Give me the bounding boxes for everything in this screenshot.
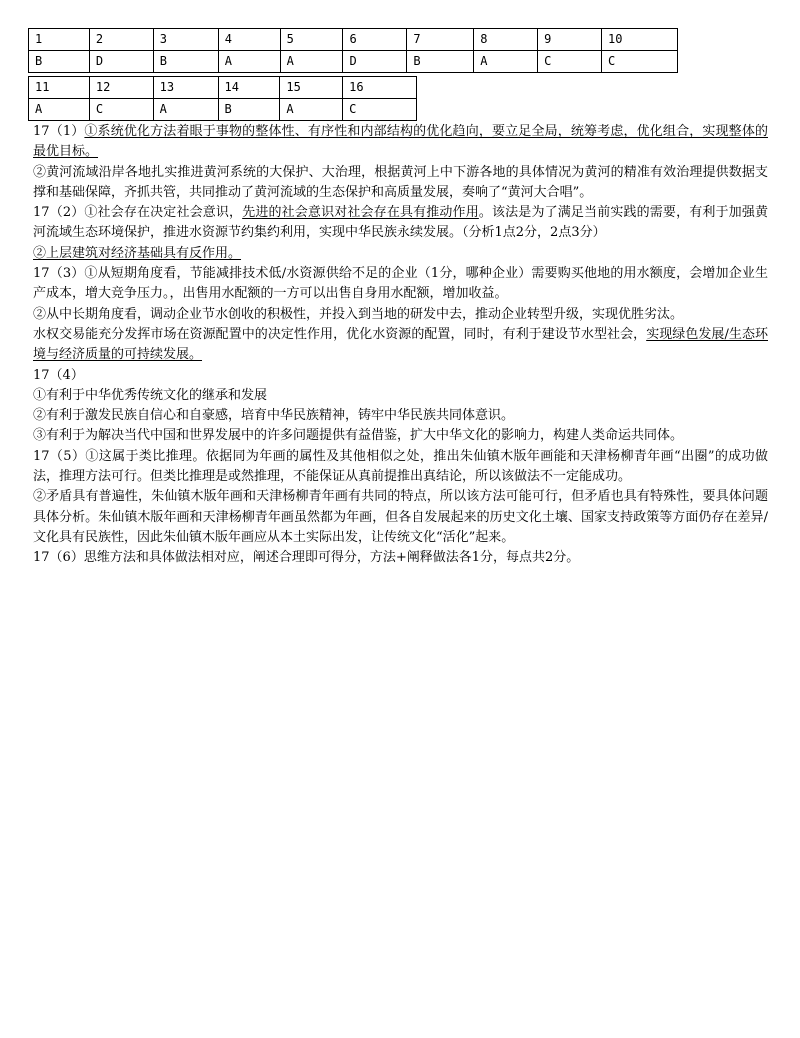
- q17-4-heading: 17（4）: [33, 367, 84, 383]
- question-number-cell: 9: [538, 29, 602, 51]
- q17-1-underlined: ①系统优化方法着眼于事物的整体性、有序性和内部结构的优化趋向，要立足全局，统筹考虑，优化组合，实现整体的最优目标。: [33, 124, 768, 160]
- q17-5-paragraph: 17（5）①这属于类比推理。依据同为年画的属性及其他相似之处，推出朱仙镇木版年画能和天津杨柳青年画“出圈”的成功做法，推理方法可行。但类比推理是或然推理，不能保证从真前提推出真结论，所以该做法不一定能成功。: [33, 448, 768, 485]
- answer-cell: B: [29, 51, 90, 73]
- q17-2-rest: 。该法是为了满足当前实践的需要，有利于加强黄河流域生态环境保护，推进水资源节约集约利用，实现中华民族永续发展。（分析1点2分，2点3分）: [33, 205, 768, 241]
- q17-3-paragraph-3: [33, 325, 768, 366]
- answer-cell: C: [89, 99, 153, 121]
- answer-cell: A: [153, 99, 218, 121]
- answer-cell: A: [474, 51, 538, 73]
- answer-key-table: [28, 28, 678, 73]
- q17-2-underlined: 先进的社会意识对社会存在具有推动作用: [242, 205, 479, 221]
- question-number-cell: 6: [343, 29, 407, 51]
- answer-cell: B: [218, 99, 280, 121]
- answer-explanations: [33, 122, 768, 569]
- q17-4-item: ③有利于为解决当代中国和世界发展中的许多问题提供有益借鉴，扩大中华文化的影响力，构建人类命运共同体。: [33, 428, 684, 444]
- table-row: [29, 99, 417, 121]
- question-number-cell: 5: [280, 29, 343, 51]
- answer-cell: A: [218, 51, 280, 73]
- q17-4-item: ①有利于中华优秀传统文化的继承和发展: [33, 387, 268, 403]
- q17-2-paragraph-2: ②上层建筑对经济基础具有反作用。: [33, 245, 242, 261]
- question-number-cell: 1: [29, 29, 90, 51]
- table-row: [29, 51, 678, 73]
- q17-1-paragraph-2: ②黄河流域沿岸各地扎实推进黄河系统的大保护、大治理，根据黄河上中下游各地的具体情况为黄河的精准有效治理提供数据支撑和基础保障，齐抓共管，共同推动了黄河流域的生态保护和高质量发展，奏响了“黄河大合唱”。: [33, 164, 768, 200]
- question-number-cell: 13: [153, 77, 218, 99]
- q17-5-paragraph-2: ②矛盾具有普遍性，朱仙镇木版年画和天津杨柳青年画有共同的特点，所以该方法可能可行，但矛盾也具有特殊性，要具体问题具体分析。朱仙镇木版年画和天津杨柳青年画虽然都为年画，但各自发展起来的历史文化土壤、国家支持政策等方面仍存在差异/文化具有民族性，因此朱仙镇木版年画应从本土实际出发，让传统文化“活化”起来。: [33, 489, 768, 545]
- q17-3-paragraph-2: ②从中长期角度看，调动企业节水创收的积极性，并投入到当地的研发中去，推动企业转型升级，实现优胜劣汰。: [33, 306, 684, 322]
- question-number-cell: 4: [218, 29, 280, 51]
- q17-1-paragraph: [33, 122, 768, 163]
- question-number-cell: 2: [89, 29, 153, 51]
- table-row: [29, 29, 678, 51]
- question-number-cell: 7: [407, 29, 474, 51]
- answer-cell: C: [602, 51, 678, 73]
- question-number-cell: 11: [29, 77, 90, 99]
- answer-cell: C: [538, 51, 602, 73]
- answer-cell: A: [280, 51, 343, 73]
- answer-key-table-2: [28, 76, 417, 121]
- table-row: [29, 77, 417, 99]
- answer-cell: B: [407, 51, 474, 73]
- q17-2-paragraph: [33, 203, 768, 244]
- question-number-cell: 8: [474, 29, 538, 51]
- answer-cell: D: [343, 51, 407, 73]
- question-number-cell: 15: [280, 77, 343, 99]
- question-number-cell: 16: [343, 77, 417, 99]
- q17-1-prefix: 17（1）: [33, 124, 85, 139]
- question-number-cell: 14: [218, 77, 280, 99]
- question-number-cell: 3: [153, 29, 218, 51]
- answer-cell: A: [280, 99, 343, 121]
- q17-3-underlined: 实现绿色发展/生态环境与经济质量的可持续发展。: [33, 326, 768, 363]
- q17-6-paragraph: 17（6）思维方法和具体做法相对应，阐述合理即可得分，方法+阐释做法各1分，每点共2分。: [33, 550, 580, 566]
- question-number-cell: 12: [89, 77, 153, 99]
- answer-cell: C: [343, 99, 417, 121]
- answer-cell: B: [153, 51, 218, 73]
- q17-4-item: ②有利于激发民族自信心和自豪感，培育中华民族精神，铸牢中华民族共同体意识。: [33, 408, 515, 424]
- question-number-cell: 10: [602, 29, 678, 51]
- q17-2-prefix: 17（2）①社会存在决定社会意识，: [33, 205, 243, 221]
- q17-3-paragraph: 17（3）①从短期角度看，节能减排技术低/水资源供给不足的企业（1分，哪种企业）需要购买他地的用水额度，会增加企业生产成本，增大竞争压力。，出售用水配额的一方可以出售自身用水配额，增加收益。: [33, 266, 768, 302]
- answer-cell: D: [89, 51, 153, 73]
- q17-3-plain: 水权交易能充分发挥市场在资源配置中的决定性作用，优化水资源的配置，同时，有利于建设节水型社会，: [33, 326, 647, 342]
- answer-cell: A: [29, 99, 90, 121]
